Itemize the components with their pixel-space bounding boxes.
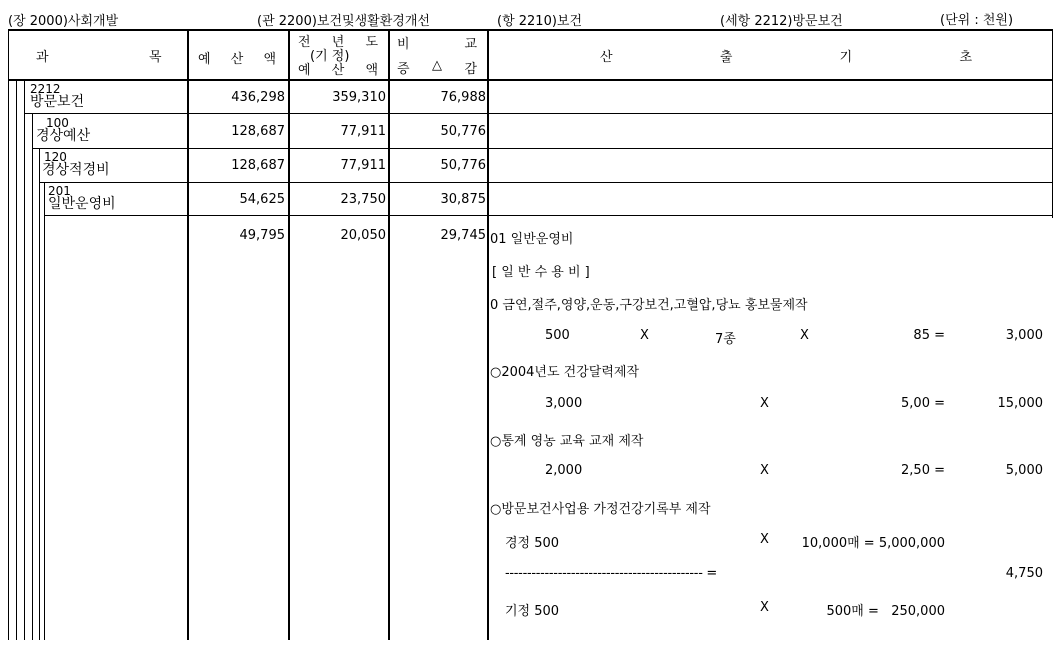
- row-budget: 54,625: [239, 192, 285, 207]
- row-name: 경상적경비: [42, 162, 110, 178]
- item1-price: 85 =: [913, 328, 945, 343]
- item1-qty: 500: [545, 328, 570, 343]
- header-unit: (단위 : 천원): [940, 13, 1014, 28]
- item4-existing-x: X: [760, 600, 769, 615]
- item3-x: X: [760, 463, 769, 478]
- col-prev-line3: 예 산 액: [298, 63, 378, 78]
- item4-revised-label: 경정 500: [505, 536, 560, 551]
- row-code: 2212: [30, 82, 61, 96]
- detail-item1: 0 금연,절주,영양,운동,구강보건,고혈압,당뇨 홍보물제작: [490, 298, 808, 313]
- row-prev: 23,750: [340, 192, 386, 207]
- item4-revised-x: X: [760, 532, 769, 547]
- detail-diff: 29,745: [440, 228, 486, 243]
- item2-qty: 3,000: [545, 396, 583, 411]
- item4-dashes: --------------------------------------------- =: [505, 566, 718, 581]
- col-basis: 산 출 기 초: [600, 50, 972, 65]
- header-hang: (항 2210)보건: [497, 14, 583, 29]
- item4-existing-calc: 500매 = 250,000: [826, 604, 945, 619]
- row-diff: 50,776: [440, 158, 486, 173]
- col-diff-line2: 증 △ 감: [397, 58, 477, 77]
- item2-total: 15,000: [997, 396, 1043, 411]
- row-prev: 77,911: [340, 124, 386, 139]
- row-budget: 436,298: [231, 90, 285, 105]
- col-diff-line1: 비 교: [397, 37, 477, 52]
- header-gwan: (관 2200)보건및생활환경개선: [257, 14, 430, 29]
- item1-total: 3,000: [1005, 328, 1043, 343]
- row-prev: 359,310: [332, 90, 386, 105]
- detail-item4: ○방문보건사업용 가정건강기록부 제작: [490, 502, 711, 517]
- detail-title: 01 일반운영비: [490, 232, 574, 247]
- row-code: 100: [46, 116, 69, 130]
- col-subject-left: 과: [36, 50, 49, 65]
- row-name: 방문보건: [30, 94, 85, 110]
- col-subject-right: 목: [149, 50, 162, 65]
- item1-x2: X: [800, 328, 809, 343]
- item4-total: 4,750: [1005, 566, 1043, 581]
- item1-count: 7종: [715, 332, 736, 347]
- detail-item3: ○통계 영농 교육 교재 제작: [490, 434, 644, 449]
- detail-category: [ 일 반 수 용 비 ]: [492, 265, 590, 280]
- col-prev-line1: 전 년 도: [298, 35, 378, 50]
- item2-price: 5,00 =: [901, 396, 945, 411]
- row-budget: 128,687: [231, 124, 285, 139]
- item3-qty: 2,000: [545, 463, 583, 478]
- row-name: 경상예산: [36, 128, 91, 144]
- row-prev: 77,911: [340, 158, 386, 173]
- item4-existing-label: 기정 500: [505, 604, 560, 619]
- item3-total: 5,000: [1005, 463, 1043, 478]
- item3-price: 2,50 =: [901, 463, 945, 478]
- row-diff: 50,776: [440, 124, 486, 139]
- row-code: 201: [48, 184, 71, 198]
- item2-x: X: [760, 396, 769, 411]
- detail-budget: 49,795: [239, 228, 285, 243]
- header-jang: (장 2000)사회개발: [8, 14, 119, 29]
- row-diff: 76,988: [440, 90, 486, 105]
- detail-prev: 20,050: [340, 228, 386, 243]
- row-name: 일반운영비: [48, 196, 116, 212]
- item1-x1: X: [640, 328, 649, 343]
- row-budget: 128,687: [231, 158, 285, 173]
- row-diff: 30,875: [440, 192, 486, 207]
- detail-item2: ○2004년도 건강달력제작: [490, 365, 640, 380]
- col-prev-line2: (기 정): [310, 49, 350, 64]
- item4-revised-calc: 10,000매 = 5,000,000: [801, 536, 945, 551]
- header-sehang: (세항 2212)방문보건: [720, 14, 843, 29]
- col-budget: 예 산 액: [198, 52, 276, 67]
- row-code: 120: [44, 150, 67, 164]
